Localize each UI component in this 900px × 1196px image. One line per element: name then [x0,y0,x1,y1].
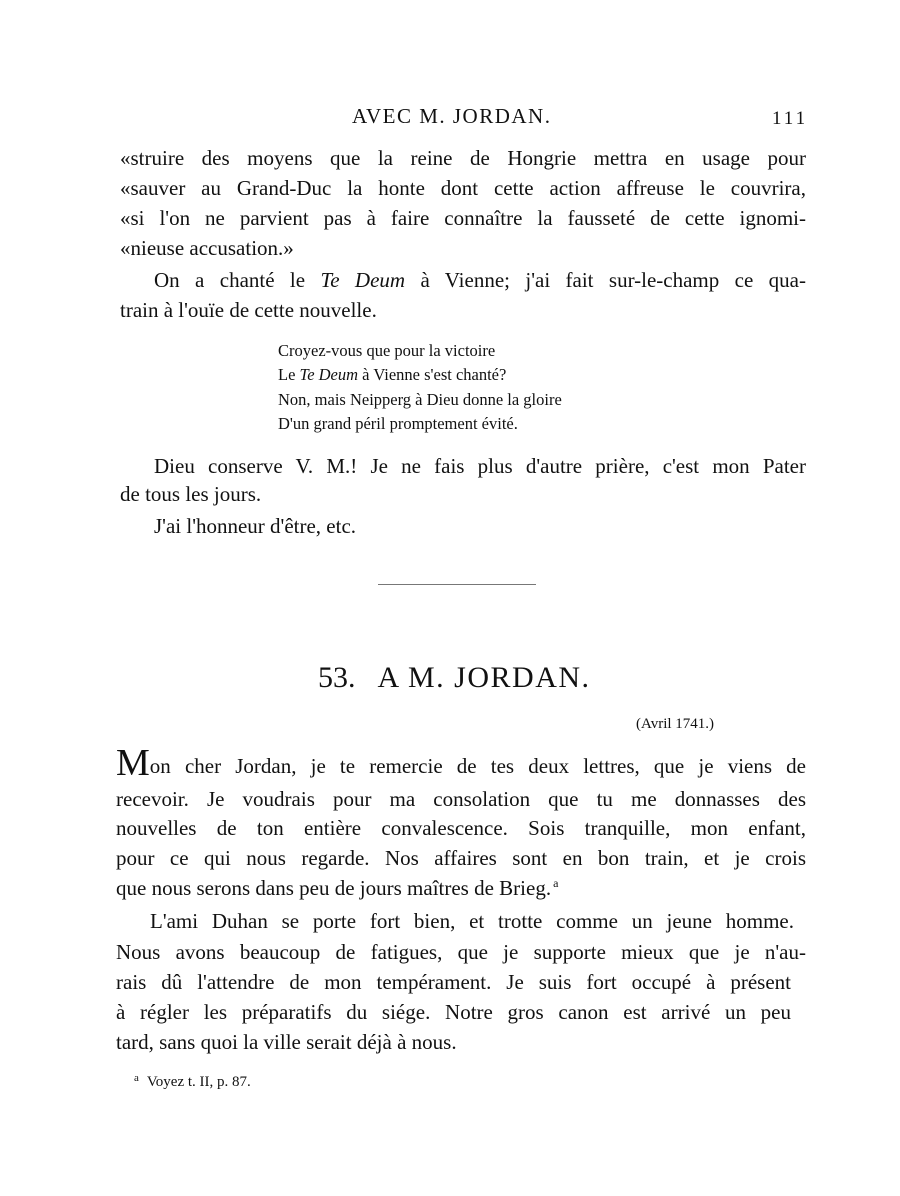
closing-line: J'ai l'honneur d'être, etc. [154,514,357,538]
text-line: «si l'on ne parvient pas à faire connaître la fausseté de cette ignomi- [120,206,806,230]
letter-title: A M. JORDAN. [377,661,591,694]
footnote-marker: a [134,1072,139,1084]
text-line: rais dû l'attendre de mon tempérament. Je suis fort occupé à présent [116,970,791,994]
poem-line: Le Te Deum à Vienne s'est chanté? [278,365,507,384]
drop-cap: M [116,742,150,784]
text-line: recevoir. Je voudrais pour ma consolation que tu me donnasses des [116,787,806,811]
text-line: train à l'ouïe de cette nouvelle. [120,298,377,322]
page-number: 111 [772,108,809,129]
text-line: L'ami Duhan se porte fort bien, et trotte comme un jeune homme. [150,909,794,933]
footnote [134,1072,251,1091]
letter-heading [318,661,591,695]
text-line: Nous avons beaucoup de fatigues, que je supporte mieux que je n'au- [116,940,806,964]
section-divider [378,584,536,585]
text-line: «struire des moyens que la reine de Hongrie mettra en usage pour [120,146,806,170]
text-line: tard, sans quoi la ville serait déjà à nous. [116,1030,457,1054]
running-header-title: AVEC M. JORDAN. [352,104,552,128]
text-segment: on cher Jordan, je te remercie de tes deux lettres, que je viens de [149,754,806,778]
letter-number: 53. [318,661,356,694]
text-line: de tous les jours. [120,482,262,506]
italic-title: Te Deum [299,365,359,384]
text-line: «sauver au Grand-Duc la honte dont cette action affreuse le couvrira, [120,176,806,200]
text-segment: que nous serons dans peu de jours maîtres de Brieg. [116,876,552,900]
poem-line: Non, mais Neipperg à Dieu donne la gloire [278,390,562,409]
italic-title: Te Deum [320,268,406,292]
text-line: pour ce qui nous regarde. Nos affaires sont en bon train, et je crois [116,846,806,870]
text-line: nouvelles de ton entière convalescence. Sois tranquille, mon enfant, [116,816,806,840]
footnote-mark: a [553,876,559,890]
text-segment: On a chanté le [154,268,321,292]
poem-line: Croyez-vous que pour la victoire [278,341,496,360]
letter-date: (Avril 1741.) [636,716,715,732]
footnote-text: Voyez t. II, p. 87. [146,1074,251,1090]
text-line: Dieu conserve V. M.! Je ne fais plus d'autre prière, c'est mon Pater [154,454,806,478]
text-line: à régler les préparatifs du siége. Notre gros canon est arrivé un peu [116,1000,791,1024]
text-line: «nieuse accusation.» [120,236,294,260]
poem-line: D'un grand péril promptement évité. [278,414,518,433]
text-segment: à Vienne; j'ai fait sur-le-champ ce qua- [405,268,806,292]
